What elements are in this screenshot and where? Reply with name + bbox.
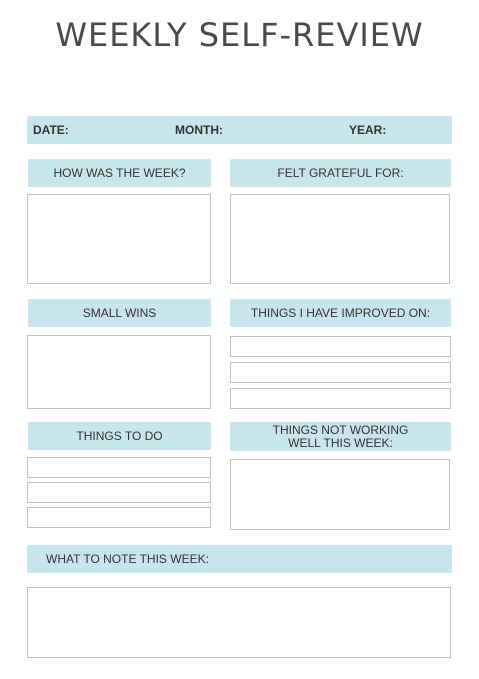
todo-line-2[interactable]: [27, 482, 211, 503]
page-title: WEEKLY SELF-REVIEW: [55, 16, 424, 54]
week-box[interactable]: [27, 194, 211, 284]
improved-line-2[interactable]: [230, 362, 451, 383]
not-working-header: [230, 422, 451, 451]
month-label: MONTH:: [175, 123, 223, 137]
improved-header: THINGS I HAVE IMPROVED ON:: [230, 299, 451, 327]
todo-line-1[interactable]: [27, 457, 211, 478]
note-header: WHAT TO NOTE THIS WEEK:: [27, 545, 452, 573]
not-working-box[interactable]: [230, 459, 450, 530]
year-label: YEAR:: [349, 123, 387, 137]
improved-line-1[interactable]: [230, 336, 451, 357]
date-bar: [27, 116, 452, 144]
date-label: DATE:: [33, 123, 69, 137]
grateful-box[interactable]: [230, 194, 450, 284]
wins-header: SMALL WINS: [28, 299, 211, 327]
note-box[interactable]: [27, 587, 451, 658]
todo-header: THINGS TO DO: [28, 422, 211, 450]
todo-line-3[interactable]: [27, 507, 211, 528]
wins-box[interactable]: [27, 335, 211, 409]
improved-line-3[interactable]: [230, 388, 451, 409]
not-working-line-2: WELL THIS WEEK:: [288, 435, 393, 450]
grateful-header: FELT GRATEFUL FOR:: [230, 159, 451, 187]
not-working-line-1: THINGS NOT WORKING: [272, 422, 409, 437]
week-header: HOW WAS THE WEEK?: [28, 159, 211, 187]
